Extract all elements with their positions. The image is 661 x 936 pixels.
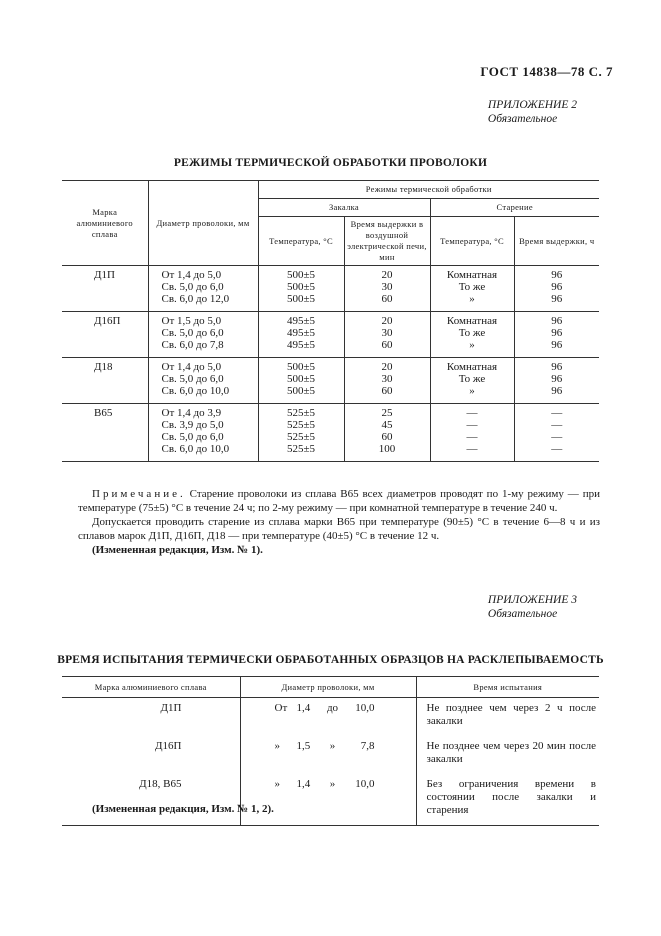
cell-line: — xyxy=(551,419,563,431)
table1-title: РЕЖИМЫ ТЕРМИЧЕСКОЙ ОБРАБОТКИ ПРОВОЛОКИ xyxy=(173,157,488,169)
col-header-quench-temp: Температура, °С xyxy=(258,217,344,266)
table2-row xyxy=(62,698,599,737)
cell-line: 525±5 xyxy=(286,419,316,431)
cell-line: От 1,4 до 5,0 xyxy=(161,361,222,373)
diameter-max: 10,0 xyxy=(355,778,375,790)
cell-line: 500±5 xyxy=(286,269,316,281)
col-header-aging-hold: Время выдержки, ч xyxy=(514,217,599,266)
cell-ha xyxy=(514,266,599,312)
diameter-range xyxy=(240,698,416,737)
cell-line: Св. 6,0 до 10,0 xyxy=(161,385,230,397)
cell-line: — xyxy=(466,407,478,419)
col-header-quench-hold: Время выдержки в воздушной электрической печи, мин xyxy=(344,217,430,266)
cell-line: 60 xyxy=(381,385,393,397)
cell-line: Св. 3,9 до 5,0 xyxy=(161,419,224,431)
appendix-3-subtitle: Обязательное xyxy=(487,608,558,620)
cell-diam xyxy=(148,266,258,312)
cell-line: Св. 5,0 до 6,0 xyxy=(161,327,224,339)
t2-header-diameter: Диаметр проволоки, мм xyxy=(240,677,416,698)
cell-line: 60 xyxy=(381,293,393,305)
col-header-aging: Старение xyxy=(430,199,599,217)
diameter-min: 1,4 xyxy=(296,702,311,714)
cell-line: 96 xyxy=(551,293,563,305)
note-block xyxy=(78,487,600,557)
alloy-mark: Д18, В65 xyxy=(62,774,240,826)
appendix-2-label xyxy=(488,98,577,126)
note-paragraph-1: Старение проволоки из сплава В65 всех диаметров проводят по 1-му режиму — при температуре (75±5) °С в течение 24 ч; по 2-му режиму — при комнатной температуре в течение 240 ч. xyxy=(78,488,600,514)
table1-row xyxy=(62,266,599,312)
cell-tq xyxy=(258,404,344,462)
cell-line: 45 xyxy=(381,419,393,431)
cell-ta xyxy=(430,312,514,358)
note-paragraph-2: Допускается проводить старение из сплава марки В65 при температуре (90±5) °С в течение 6—8 ч и из сплавов марок Д1П, Д16П, Д18 — при температуре (40±5) °С в течение 12 ч. xyxy=(78,516,600,542)
cell-line: — xyxy=(466,419,478,431)
col-header-diameter: Диаметр проволоки, мм xyxy=(148,181,258,266)
diameter-from: » xyxy=(274,778,280,790)
cell-line: 96 xyxy=(551,385,563,397)
cell-line: — xyxy=(551,431,563,443)
cell-line: » xyxy=(469,293,475,305)
diameter-to: » xyxy=(329,740,336,752)
cell-line: 495±5 xyxy=(286,327,316,339)
page-header: ГОСТ 14838—78 С. 7 xyxy=(480,64,613,79)
cell-line: 60 xyxy=(381,339,393,351)
diameter-max: 10,0 xyxy=(355,702,375,714)
cell-line: 60 xyxy=(381,431,393,443)
cell-line: — xyxy=(466,431,478,443)
cell-line: 495±5 xyxy=(286,339,316,351)
cell-line: 20 xyxy=(381,315,393,327)
cell-line: Св. 6,0 до 7,8 xyxy=(161,339,224,351)
diameter-from: От xyxy=(274,702,288,714)
diameter-to: » xyxy=(329,778,336,790)
alloy-mark: Д16П xyxy=(62,312,148,358)
cell-line: 96 xyxy=(551,327,563,339)
cell-line: 96 xyxy=(551,269,563,281)
cell-line: От 1,5 до 5,0 xyxy=(161,315,222,327)
diameter-max: 7,8 xyxy=(360,740,375,752)
cell-tq xyxy=(258,358,344,404)
cell-line: 20 xyxy=(381,269,393,281)
cell-tq xyxy=(258,312,344,358)
appendix-2-title: ПРИЛОЖЕНИЕ 2 xyxy=(487,99,577,111)
cell-line: Св. 5,0 до 6,0 xyxy=(161,431,224,443)
cell-line: 96 xyxy=(551,339,563,351)
cell-ha xyxy=(514,312,599,358)
t2-header-time: Время испытания xyxy=(416,677,599,698)
appendix-3-title: ПРИЛОЖЕНИЕ 3 xyxy=(487,594,577,606)
cell-line: То же xyxy=(458,373,486,385)
cell-line: 30 xyxy=(381,373,393,385)
diameter-range xyxy=(240,774,416,826)
cell-diam xyxy=(148,358,258,404)
cell-line: 25 xyxy=(381,407,393,419)
cell-line: 500±5 xyxy=(286,281,316,293)
cell-line: 525±5 xyxy=(286,443,316,455)
col-header-quench: Закалка xyxy=(258,199,430,217)
table1-row xyxy=(62,312,599,358)
heat-treatment-table xyxy=(62,180,599,462)
test-time: Не позднее чем через 20 мин после закалки xyxy=(416,736,599,774)
note-label: Примечание. xyxy=(92,488,186,500)
table2-row xyxy=(62,736,599,774)
cell-line: 96 xyxy=(551,373,563,385)
cell-line: То же xyxy=(458,327,486,339)
cell-ta xyxy=(430,358,514,404)
cell-line: 20 xyxy=(381,361,393,373)
cell-line: 100 xyxy=(378,443,396,455)
diameter-range xyxy=(240,736,416,774)
alloy-mark: Д1П xyxy=(160,702,182,714)
alloy-mark: Д16П xyxy=(155,740,182,752)
cell-ha xyxy=(514,404,599,462)
footer-amendment: (Измененная редакция, Изм. № 1, 2). xyxy=(92,803,274,815)
cell-ha xyxy=(514,358,599,404)
cell-line: 30 xyxy=(381,327,393,339)
cell-line: 500±5 xyxy=(286,293,316,305)
cell-line: — xyxy=(551,443,563,455)
col-header-mark: Марка алюминиевого сплава xyxy=(62,181,148,266)
cell-line: 525±5 xyxy=(286,407,316,419)
alloy-mark: Д18 xyxy=(62,358,148,404)
alloy-mark: Д1П xyxy=(62,266,148,312)
test-time: Без ограничения времени в состоянии после закалки и старения xyxy=(416,774,599,826)
cell-line: Комнатная xyxy=(446,269,498,281)
cell-line: — xyxy=(466,443,478,455)
cell-line: 495±5 xyxy=(286,315,316,327)
cell-line: Св. 6,0 до 12,0 xyxy=(161,293,230,305)
appendix-3-label xyxy=(488,593,577,621)
col-header-modes: Режимы термической обработки xyxy=(258,181,599,199)
cell-line: Комнатная xyxy=(446,315,498,327)
cell-line: — xyxy=(551,407,563,419)
cell-ta xyxy=(430,266,514,312)
cell-line: Св. 6,0 до 10,0 xyxy=(161,443,230,455)
t2-header-mark: Марка алюминиевого сплава xyxy=(62,677,240,698)
cell-line: 96 xyxy=(551,281,563,293)
cell-line: Св. 5,0 до 6,0 xyxy=(161,281,224,293)
cell-line: Комнатная xyxy=(446,361,498,373)
cell-diam xyxy=(148,312,258,358)
table2-row xyxy=(62,774,599,826)
col-header-aging-temp: Температура, °С xyxy=(430,217,514,266)
cell-tq xyxy=(258,266,344,312)
cell-hq xyxy=(344,266,430,312)
diameter-to: до xyxy=(326,702,339,714)
diameter-from: » xyxy=(274,740,280,752)
test-time: Не позднее чем через 2 ч после закалки xyxy=(416,698,599,737)
alloy-mark: В65 xyxy=(62,404,148,462)
cell-line: От 1,4 до 5,0 xyxy=(161,269,222,281)
appendix-2-subtitle: Обязательное xyxy=(487,113,558,125)
cell-line: От 1,4 до 3,9 xyxy=(161,407,222,419)
cell-line: 30 xyxy=(381,281,393,293)
cell-line: 500±5 xyxy=(286,361,316,373)
diameter-min: 1,5 xyxy=(296,740,311,752)
diameter-min: 1,4 xyxy=(296,778,311,790)
table1-row xyxy=(62,404,599,462)
cell-hq xyxy=(344,312,430,358)
cell-line: Св. 5,0 до 6,0 xyxy=(161,373,224,385)
cell-diam xyxy=(148,404,258,462)
cell-hq xyxy=(344,404,430,462)
cell-hq xyxy=(344,358,430,404)
table2-title: ВРЕМЯ ИСПЫТАНИЯ ТЕРМИЧЕСКИ ОБРАБОТАННЫХ ОБРАЗЦОВ НА РАСКЛЕПЫВАЕМОСТЬ xyxy=(57,654,604,666)
cell-line: 500±5 xyxy=(286,385,316,397)
cell-line: То же xyxy=(458,281,486,293)
cell-line: » xyxy=(469,339,475,351)
cell-line: 525±5 xyxy=(286,431,316,443)
cell-ta xyxy=(430,404,514,462)
cell-line: 96 xyxy=(551,361,563,373)
cell-line: » xyxy=(469,385,475,397)
table1-row xyxy=(62,358,599,404)
cell-line: 500±5 xyxy=(286,373,316,385)
cell-line: 96 xyxy=(551,315,563,327)
note-amendment: (Измененная редакция, Изм. № 1). xyxy=(92,544,263,556)
